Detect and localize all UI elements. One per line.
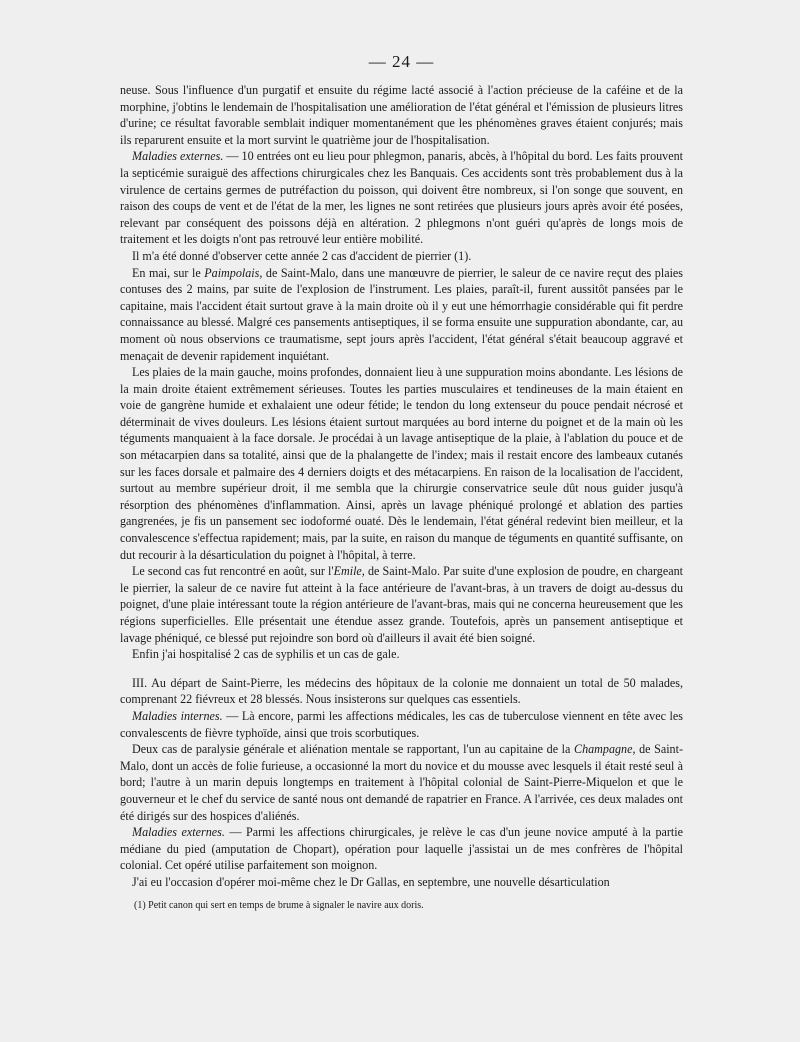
paragraph [120,675,683,708]
text-run: Deux cas de paralysie générale et aliénation mentale se rapportant, l'un au capitaine de la [132,742,574,757]
italic-text: Maladies internes. [132,708,223,723]
text-run: III. Au départ de Saint-Pierre, les médecins des hôpitaux de la colonie me donnaient un total de 50 malades, comprenant 22 fiévreux et 28 blessés. Nous insisterons sur quelques cas essentiels. [120,675,683,707]
paragraph [120,874,683,891]
text-run: Les plaies de la main gauche, moins profondes, donnaient lieu à une suppuration moins abondante. Les lésions de la main droite étaient extrêmement sérieuses. Toutes les parties musculaires et tendineuses de la main étaient en voie de gangrène humide et exhalaient une odeur fétide; le tendon du long extenseur du pouce pendait nécrosé et déterminait de vives douleurs. Les lésions étaient surtout marquées au bord interne du poignet et de la main où les téguments manquaient à la face dorsale. Je procédai à un lavage antiseptique de la plaie, à l'ablation du pouce et de son métacarpien dans sa totalité, ainsi que de la phalangette de l'index; mais il restait encore des lambeaux cutanés sur les faces dorsale et palmaire des 4 derniers doigts et des métacarpiens. En raison de la localisation de l'accident, surtout au membre supérieur droit, il me sembla que la chirurgie conservatrice seule dût nous guider jusqu'à résorption des phénomènes d'inflammation. Ainsi, après un lavage phéniqué prolongé et ablation des parties gangrenées, je fis un pansement sec iodoformé ouaté. Dès le lendemain, l'état général redevint bien meilleur, et la convalescence s'effectua rapidement; mais, par la suite, en raison du manque de téguments en quantité suffisante, on dut recourir à la désarticulation du poignet à l'hôpital, à terre. [120,365,683,562]
paragraph [120,563,683,646]
text-run: — Là encore, parmi les affections médicales, les cas de tuberculose viennent en tête avec les convalescents de fièvre typhoïde, ainsi que trois scorbutiques. [120,708,683,740]
paragraph [120,708,683,741]
paragraph [120,248,683,265]
paragraph [120,265,683,365]
text-run: neuse. Sous l'influence d'un purgatif et ensuite du régime lacté associé à l'action précieuse de la caféine et de la morphine, j'obtins le lendemain de l'hospitalisation une amélioration de l'état général et l'émission de plusieurs litres d'urine; ce résultat favorable semblait indiquer momentanément que les phénomènes graves étaient conjurés; mais ils reparurent ensuite et la mort survint le quatrième jour de l'hospitalisation. [120,83,683,147]
italic-text: Emile, [333,564,365,579]
text-run: En mai, sur le [132,265,205,280]
footnote: (1) Petit canon qui sert en temps de brume à signaler le navire aux doris. [134,899,424,911]
paragraph [120,148,683,248]
document-page [120,52,683,912]
text-run: de Saint-Malo, dont un accès de folie furieuse, a occasionné la mort du novice et du mousse avec lesquels il était resté seul à bord; l'autre à un marin depuis longtemps en traitement à l'hôpital colonial de Saint-Pierre-Miquelon et que le gouverneur et le chef du service de santé nous ont demandé de rapatrier en France. A l'arrivée, ces deux malades ont été dirigés sur des hospices d'aliénés. [120,742,683,823]
text-run: Il m'a été donné d'observer cette année 2 cas d'accident de pierrier (1). [132,248,472,263]
text-run: — 10 entrées ont eu lieu pour phlegmon, panaris, abcès, à l'hôpital du bord. Les faits prouvent la septicémie suraiguë des affections chirurgicales chez les Banquais. Ces accidents sont très probablement dus à la virulence de certains germes de putréfaction du poisson, qui doivent être nombreux, si l'on songe que souvent, en raison des coups de vent et de l'état de la mer, les lignes ne sont retirées que plusieurs jours après avoir été posées, relevant par conséquent des poissons déjà en altération. 2 phlegmons n'ont guéri qu'après de longs mois de traitement et les doigts n'ont pas retrouvé leur entière mobilité. [120,149,683,247]
text-run: Le second cas fut rencontré en août, sur l' [132,564,334,579]
paragraph [120,364,683,563]
paragraph [120,646,683,663]
paragraph [120,741,683,824]
italic-text: Maladies externes. [132,149,224,164]
paragraph [120,82,683,148]
text-run: de Saint-Malo. Par suite d'une explosion de poudre, en chargeant le pierrier, la saleur de ce navire fut atteint à la face antérieure de l'avant-bras, à un travers de doigt au-dessus du poignet, d'une plaie intéressant toute la région antérieure de l'avant-bras, mais qui ne concerna heureusement que les régions superficielles. Elle présentait une étendue assez grande. Toutefois, après un pansement antiseptique et lavage phéniqué, ce blessé put rejoindre son bord où d'ailleurs il avait été bien soigné. [120,564,683,645]
text-run: — Parmi les affections chirurgicales, je relève le cas d'un jeune novice amputé à la partie médiane du pied (amputation de Chopart), opération pour laquelle j'assistai un de mes confrères de l'hôpital colonial. Cet opéré utilise parfaitement son moignon. [120,825,683,873]
italic-text: Maladies externes. [132,825,225,840]
text-run: de Saint-Malo, dans une manœuvre de pierrier, le saleur de ce navire reçut des plaies contuses des 2 mains, par suite de l'explosion de l'instrument. Les plaies, paraît-il, furent aussitôt pansées par le capitaine, mais l'accident était surtout grave à la main droite où il y eut une hémorrhagie considérable qui fit perdre connaissance au blessé. Malgré ces pansements antiseptiques, il se forma ensuite une suppuration abondante, car, au moment où nous observions ce traumatisme, sept jours après l'accident, l'état général s'était beaucoup aggravé et menaçait de devenir rapidement inquiétant. [120,265,684,363]
italic-text: Champagne, [574,742,636,757]
italic-text: Paimpolais, [204,265,263,280]
text-run: Enfin j'ai hospitalisé 2 cas de syphilis et un cas de gale. [132,647,400,662]
paragraph [120,824,683,874]
text-run: J'ai eu l'occasion d'opérer moi-même chez le Dr Gallas, en septembre, une nouvelle désarticulation [132,874,610,889]
page-number: — 24 — [368,52,435,71]
body-text [120,82,683,891]
